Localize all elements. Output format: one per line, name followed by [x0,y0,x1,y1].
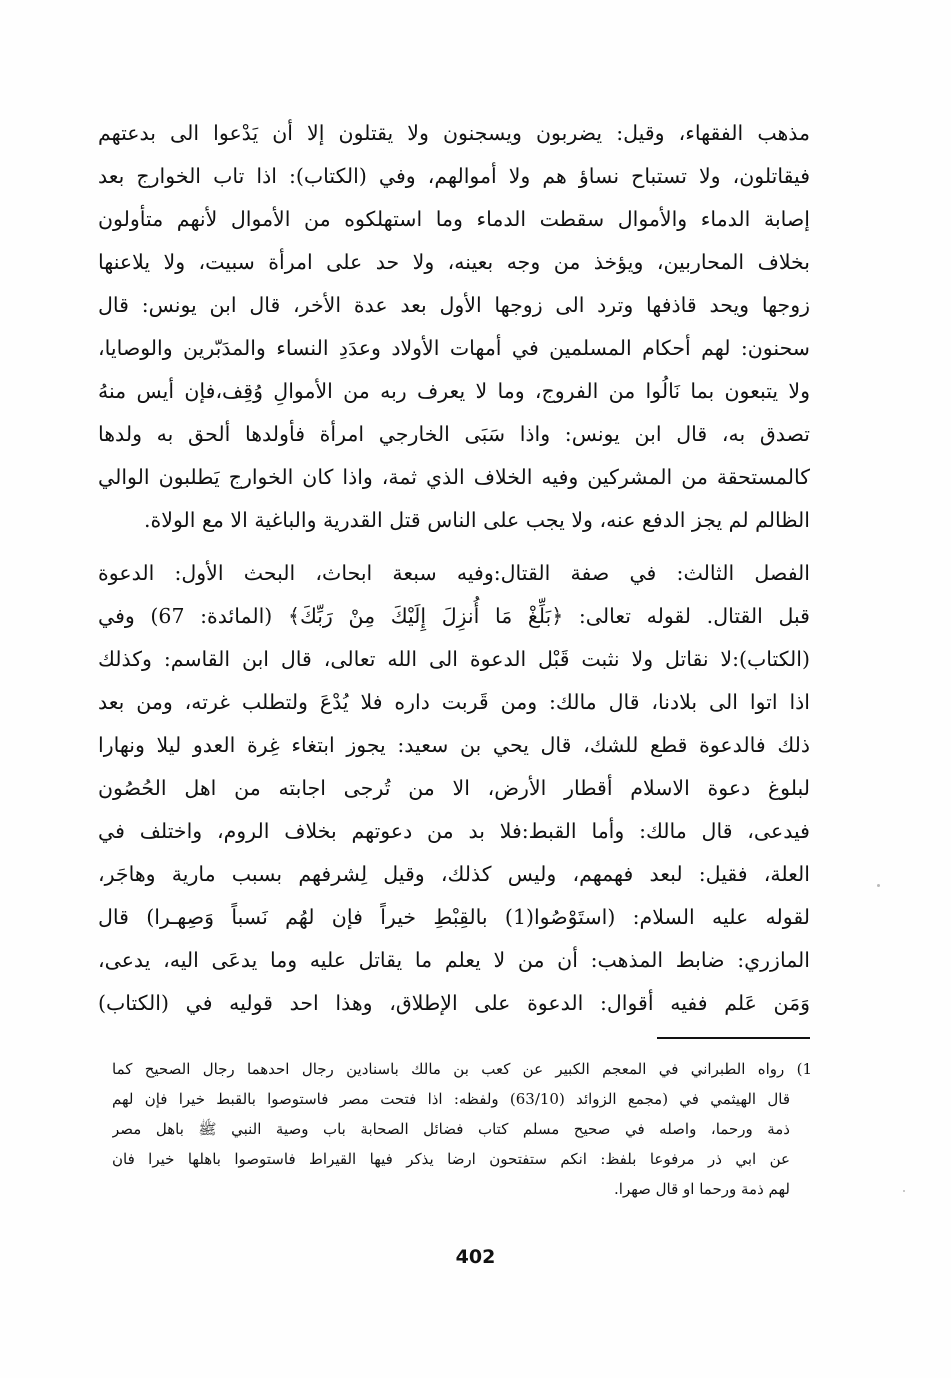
body-text [98,112,810,1025]
scan-speck [903,1190,905,1192]
footnote-line: عن ابي ذر مرفوعا بلفظ: انكم ستفتحون ارضا يذكر فيها القيراط فاستوصوا باهلها خيرا فان [112,1150,790,1168]
footnote-divider [657,1037,810,1039]
footnote-line: قال الهيثمي في (مجمع الزوائد (63/10) ولفظه: اذا فتحت مصر فاستوصوا بالقبط خيرا فإن لهم [112,1090,790,1108]
scan-speck [877,884,880,887]
body-line: وَمَن عَلم ففيه أقوال: الدعوة على الإطلاق، وهذا احد قوليه في (الكتاب) [98,991,810,1015]
footnote-line: لهم ذمة ورحما او قال صهرا. [614,1180,790,1198]
body-line: تصدق به، قال ابن يونس: واذا سَبَى الخارجي امرأة فأولدها ألحق به ولدها [98,422,810,446]
paragraph-gap [98,542,810,552]
body-line: الظالم لم يجز الدفع عنه، ولا يجب على الناس قتل القدرية والباغية الا مع الولاة. [144,508,810,532]
body-line: اذا اتوا الى بلادنا، قال مالك: ومن قَربت داره فلا يُدْعَ ولتطلب غرته، ومن بعد [98,690,810,714]
body-line: سحنون: لهم أحكام المسلمين في أمهات الأولاد وعدَدِ النساء والمدَبّرين والوصايا، [98,336,810,360]
page-number: 402 [455,1246,496,1268]
body-line: بخلاف المحاربين، ويؤخذ من وجه بعينه، ولا حد على امرأة سبيت، ولا يلاعنها [98,250,810,274]
footnote-line: 1) رواه الطبراني في المعجم الكبير عن كعب بن مالك باسنادين رجال احدهما رجال الصحيح كما [112,1060,812,1078]
body-line: قبل القتال. لقوله تعالى: ﴿بَلِّغْ مَا أُنزِلَ إِلَيْكَ مِنْ رَبِّكَ﴾ (المائدة: 67) وفي [98,604,810,628]
body-line: ولا يتبعون بما نَالُوا من الفروج، وما لا يعرف ربه من الأموالِ وُقِف،فإن أيس منهُ [98,379,810,403]
body-line: إصابة الدماء والأموال سقطت الدماء وما استهلكوه من الأموال لأنهم متأولون [98,207,810,231]
body-line: زوجها ويحد قاذفها وترد الى زوجها الأول بعد عدة الأخر، قال ابن يونس: قال [98,293,810,317]
body-line: المازري: ضابط المذهب: أن من لا يعلم ما يقاتل عليه وما يدعَى اليه، يدعى، [98,948,810,972]
footnote-line: ذمة ورحما، واصله في صحيح مسلم كتاب فضائل الصحابة باب وصية النبي ﷺ باهل مصر [112,1120,790,1138]
body-line: لقوله عليه السلام: (استَوْصُوا(1) بالقِبْطِ خيراً فإن لهُم نَسباً وَصِهـرا) قال [98,905,810,929]
body-line: فيقاتلون، ولا تستباح نساؤ هم ولا أموالهم، وفي (الكتاب): اذا تاب الخوارج بعد [98,164,810,188]
body-line: فيدعى، قال مالك: وأما القبط:فلا بد من دعوتهم بخلاف الروم، واختلف في [98,819,810,843]
body-line: ذلك فالدعوة قطع للشك، قال يحي بن سعيد: يجوز ابتغاء غِرة العدو ليلا ونهارا [98,733,810,757]
body-line: (الكتاب):لا نقاتل ولا نثبت قَبْل الدعوة الى الله تعالى، قال ابن القاسم: وكذلك [98,647,810,671]
footnotes [112,1054,812,1204]
section-heading-line: الفصل الثالث: في صفة القتال:وفيه سبعة ابحاث، البحث الأول: الدعوة [98,561,810,585]
body-line: مذهب الفقهاء، وقيل: يضربون ويسجنون ولا يقتلون إلا أن يَدْعوا الى بدعتهم [98,121,810,145]
body-line: العلة، فقيل: لبعد فهمهم، وليس كذلك، وقيل لِشرفهم بسبب مارية وهاجَر، [98,862,810,886]
body-line: لبلوغ دعوة الاسلام أقطار الأرض، الا من تُرجى اجابته من اهل الحُصُون [98,776,810,800]
body-line: كالمستحقة من المشركين وفيه الخلاف الذي ثمة، واذا كان الخوارج يَطلبون الوالي [98,465,810,489]
